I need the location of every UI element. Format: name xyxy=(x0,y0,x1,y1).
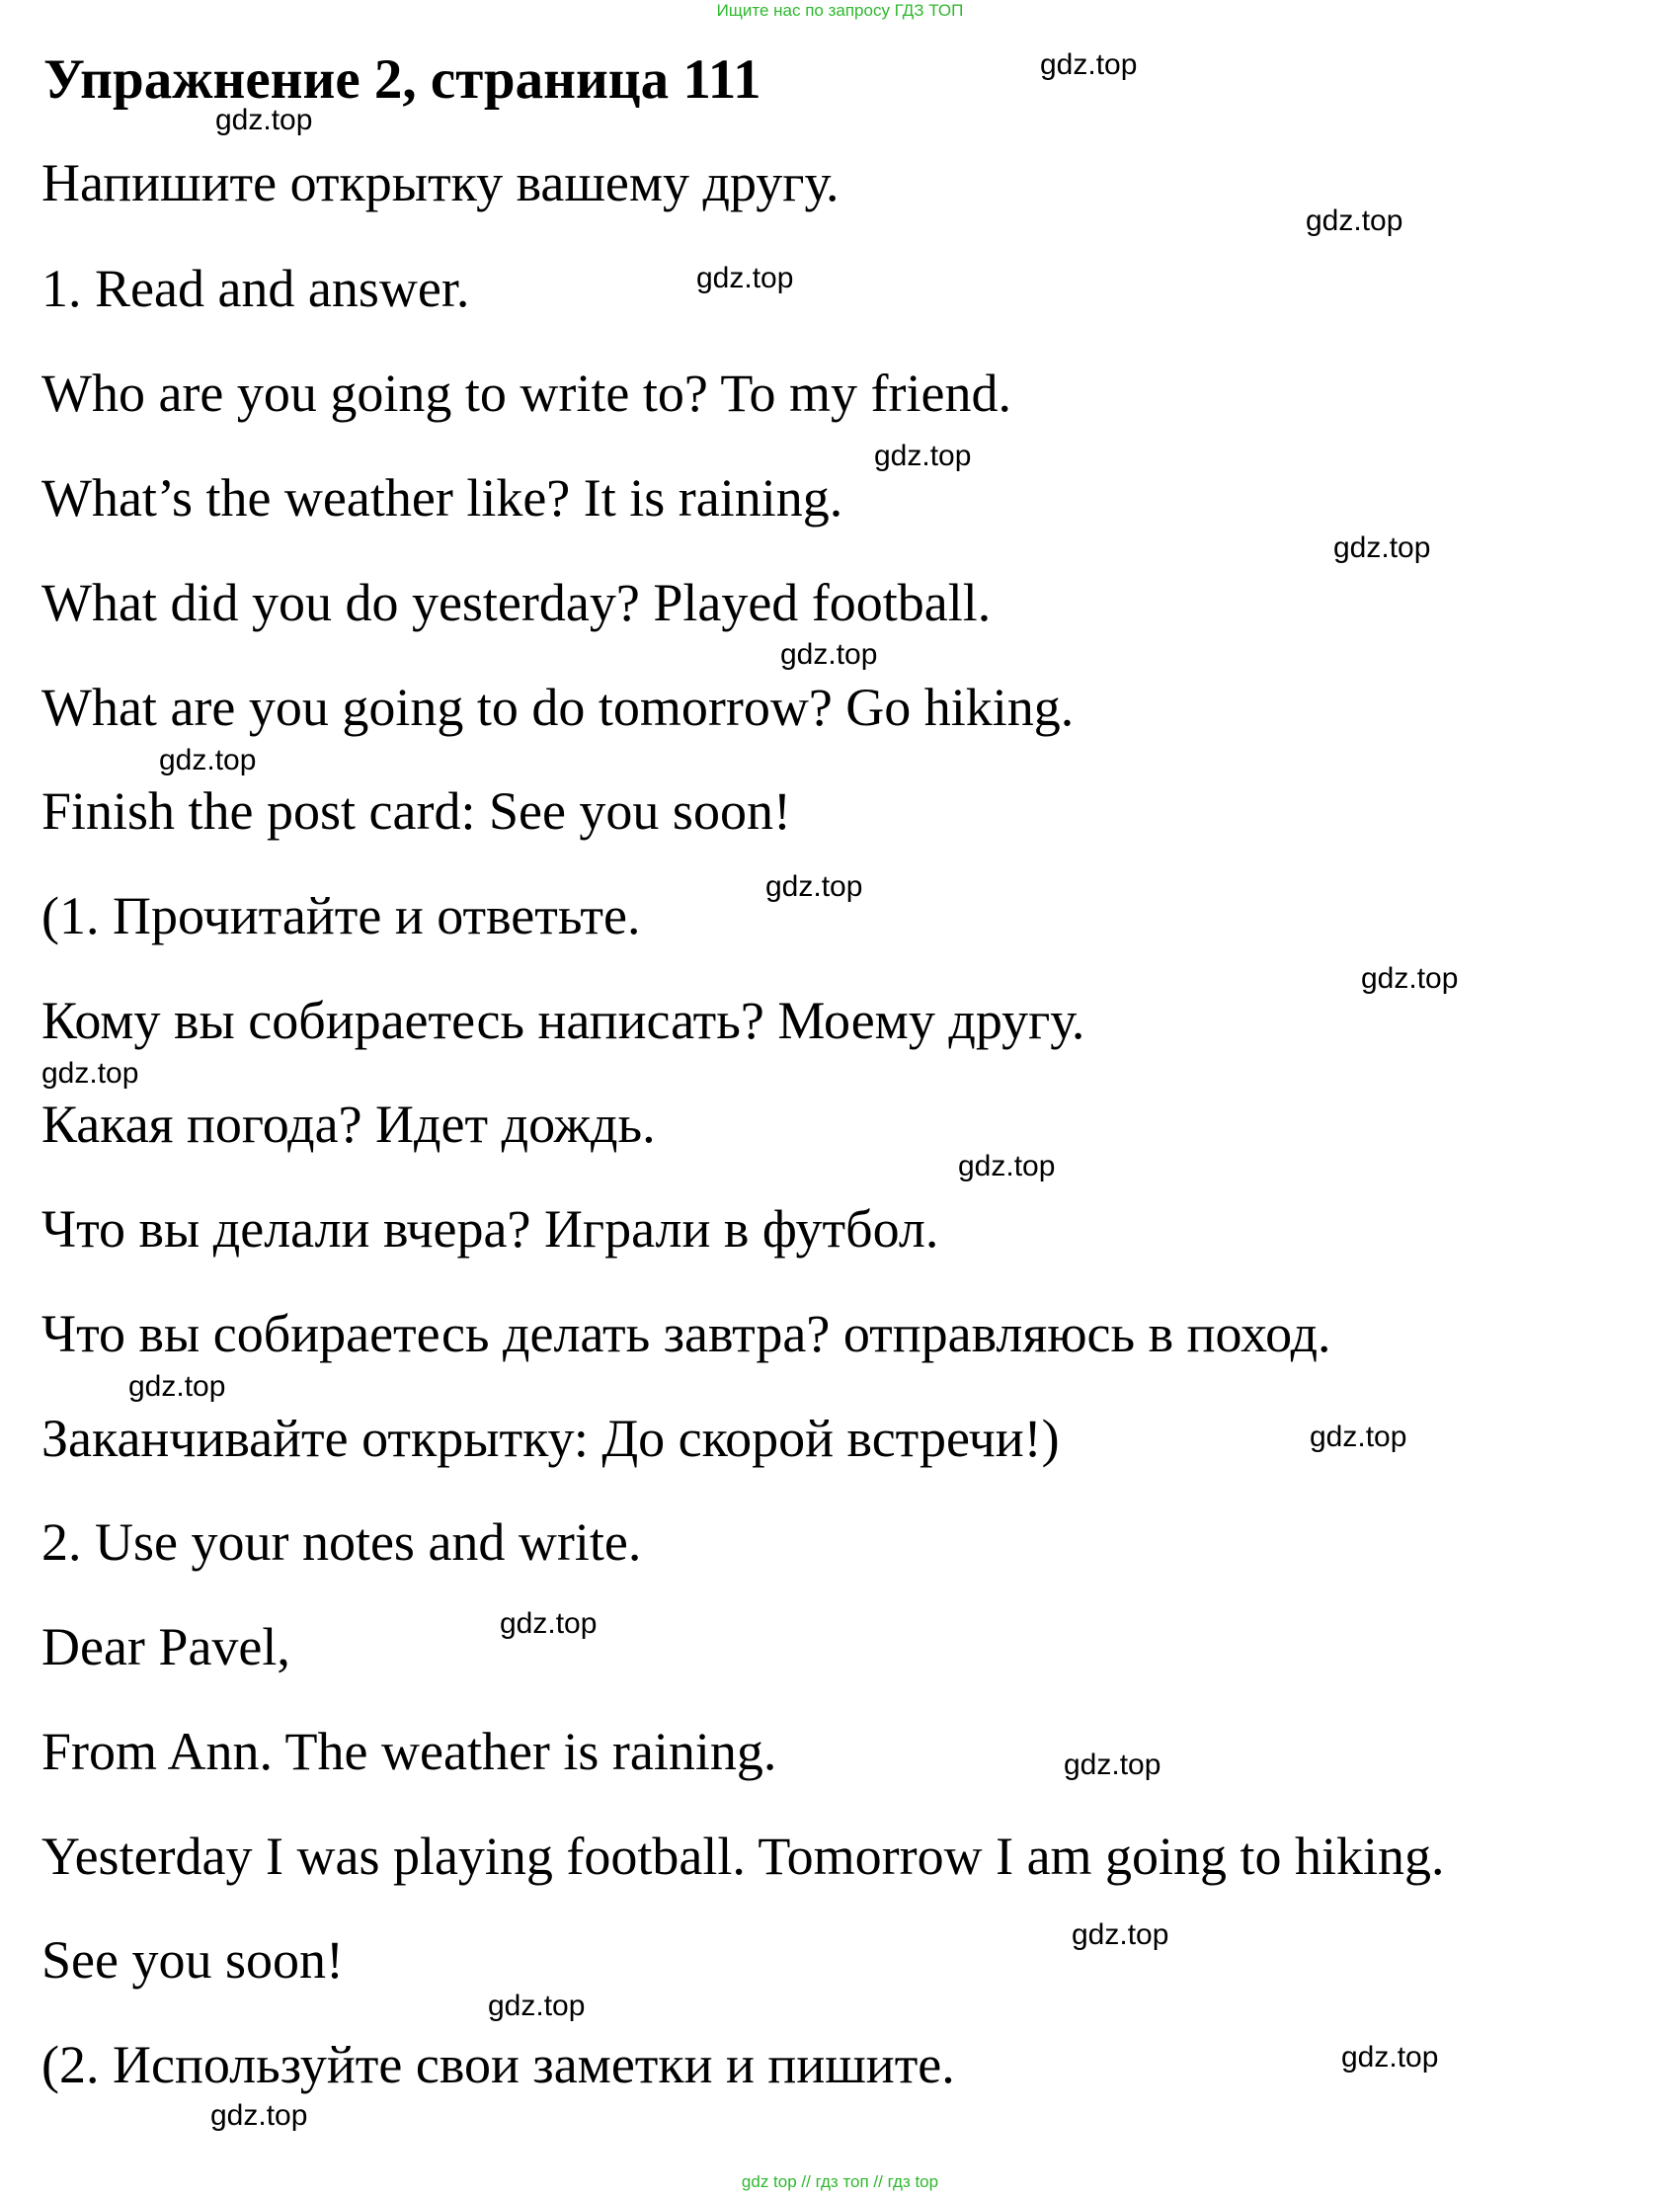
text-line: Какая погода? Идет дождь. xyxy=(41,1095,656,1154)
text-line: What’s the weather like? It is raining. xyxy=(41,468,843,528)
text-line: 1. Read and answer. xyxy=(41,259,470,318)
task-instruction: Напишите открытку вашему другу. xyxy=(41,153,840,212)
top-banner: Ищите нас по запросу ГДЗ ТОП xyxy=(716,1,964,20)
watermark: gdz.top xyxy=(215,104,313,136)
page-title: Упражнение 2, страница 111 xyxy=(43,48,761,111)
text-line: (1. Прочитайте и ответьте. xyxy=(41,886,641,945)
watermark: gdz.top xyxy=(159,744,257,776)
watermark: gdz.top xyxy=(1306,204,1403,237)
watermark: gdz.top xyxy=(958,1150,1056,1182)
watermark: gdz.top xyxy=(1361,962,1459,995)
text-line: Заканчивайте открытку: До скорой встречи!) xyxy=(41,1409,1060,1468)
text-line: (2. Используйте свои заметки и пишите. xyxy=(41,2035,955,2094)
footer-watermark: gdz top // гдз топ // гдз top xyxy=(741,2172,939,2191)
text-line: Yesterday I was playing football. Tomorrow I am going to hiking. xyxy=(41,1827,1445,1886)
watermark: gdz.top xyxy=(696,262,794,294)
watermark: gdz.top xyxy=(41,1057,139,1090)
text-line: Что вы собираетесь делать завтра? отправляюсь в поход. xyxy=(41,1304,1331,1363)
text-line: Dear Pavel, xyxy=(41,1617,290,1676)
watermark: gdz.top xyxy=(1072,1918,1169,1951)
text-line: Что вы делали вчера? Играли в футбол. xyxy=(41,1199,939,1259)
watermark: gdz.top xyxy=(128,1370,226,1403)
watermark: gdz.top xyxy=(1341,2041,1439,2074)
watermark: gdz.top xyxy=(1310,1421,1407,1453)
text-line: Finish the post card: See you soon! xyxy=(41,781,791,841)
text-line: What did you do yesterday? Played football. xyxy=(41,573,992,632)
text-line: 2. Use your notes and write. xyxy=(41,1512,642,1572)
watermark: gdz.top xyxy=(765,870,863,903)
watermark: gdz.top xyxy=(1040,48,1138,81)
text-line: Who are you going to write to? To my friend. xyxy=(41,364,1011,423)
watermark: gdz.top xyxy=(210,2099,308,2132)
text-line: See you soon! xyxy=(41,1930,344,1990)
watermark: gdz.top xyxy=(874,440,972,472)
text-line: From Ann. The weather is raining. xyxy=(41,1722,777,1781)
watermark: gdz.top xyxy=(500,1607,598,1640)
watermark: gdz.top xyxy=(780,638,878,671)
text-line: What are you going to do tomorrow? Go hiking. xyxy=(41,678,1075,737)
watermark: gdz.top xyxy=(1064,1749,1161,1781)
watermark: gdz.top xyxy=(1333,531,1431,564)
watermark: gdz.top xyxy=(488,1990,586,2022)
text-line: Кому вы собираетесь написать? Моему другу. xyxy=(41,991,1085,1050)
